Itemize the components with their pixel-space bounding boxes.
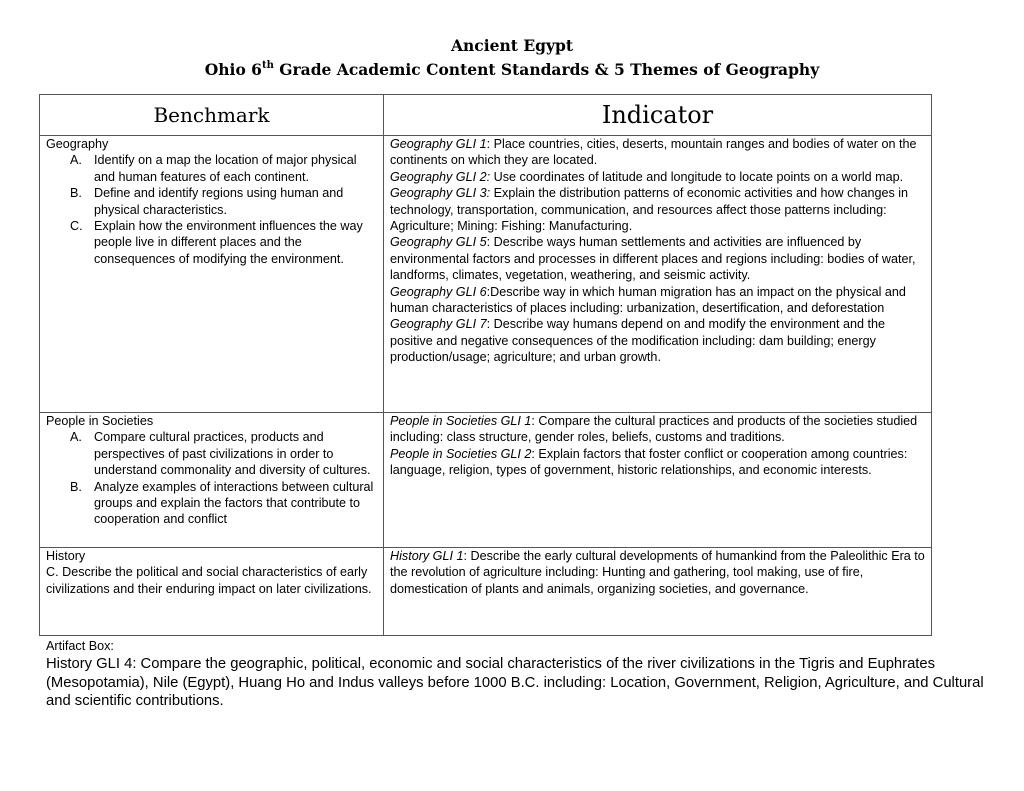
benchmark-heading: Geography: [46, 137, 109, 151]
indicator-item: Geography GLI 7: Describe way humans depend on and modify the environment and the positive and negative consequences of the modification including: dam building; energy production/usage; agriculture; and urban growth.: [390, 317, 885, 365]
benchmark-cell-people: [40, 413, 384, 548]
benchmark-heading: History: [46, 549, 86, 563]
list-item: B. Analyze examples of interactions between cultural groups and explain the factors that contribute to cooperation and conflict: [70, 479, 374, 527]
title-line-2-prefix: Ohio 6: [204, 60, 262, 79]
list-item: C. Explain how the environment influences the way people live in different places and the consequences of modifying the environment.: [70, 219, 363, 266]
benchmark-cell-history: [40, 548, 384, 636]
document-title: [0, 36, 1024, 82]
benchmark-text: C. Describe the political and social characteristics of early civilizations and their enduring impact on later civilizations.: [46, 565, 372, 596]
title-line-1: Ancient Egypt: [451, 36, 573, 55]
indicator-item: Geography GLI 2: Use coordinates of latitude and longitude to locate points on a world map.: [390, 169, 904, 184]
table-row: [40, 548, 932, 636]
indicator-item: History GLI 1: Describe the early cultural developments of humankind from the Paleolithic Era to the revolution of agriculture including: Hunting and gathering, tool making, use of fire, domestication of plants and animals, organizing societies, and governance.: [390, 549, 925, 596]
title-superscript: th: [261, 60, 274, 71]
list-item: A. Compare cultural practices, products and perspectives of past civilizations in order to understand commonality and diversity of cultures.: [70, 430, 371, 478]
standards-table: [39, 94, 932, 636]
table-row: [40, 136, 932, 413]
indicator-cell-people: [384, 413, 932, 548]
indicator-item: People in Societies GLI 1: Compare the cultural practices and products of the societies studied including: class structure, gender roles, beliefs, customs and traditions.: [390, 414, 918, 445]
benchmark-header: Benchmark: [40, 95, 384, 136]
artifact-box-text: History GLI 4: Compare the geographic, political, economic and social characteristics of the river civilizations in the Tigris and Euphrates (Mesopotamia), Nile (Egypt), Huang Ho and Indus valleys before 1000 B.C. including: Location, Government, Religion, Agriculture, and Cultural and scientific contributions.: [46, 656, 984, 710]
benchmark-list: [46, 152, 377, 267]
indicator-item: People in Societies GLI 2: Explain factors that foster conflict or cooperation among countries: language, religion, types of government, historic relationships, and economic interests.: [390, 446, 908, 478]
title-line-2-suffix: Grade Academic Content Standards & 5 Themes of Geography: [273, 60, 820, 79]
benchmark-cell-geography: [40, 136, 384, 413]
list-item: A. Identify on a map the location of major physical and human features of each continent.: [70, 153, 357, 184]
indicator-cell-history: [384, 548, 932, 636]
indicator-item: Geography GLI 6:Describe way in which human migration has an impact on the physical and human characteristics of places including: urbanization, desertification, and deforestation: [390, 284, 906, 316]
indicator-header: Indicator: [384, 95, 932, 136]
list-item: B. Define and identify regions using human and physical characteristics.: [70, 186, 344, 217]
indicator-item: Geography GLI 5: Describe ways human settlements and activities are influenced by environmental factors and processes in different places and regions including: bodies of water, landforms, climates, vegetation, weathering, and seismic activity.: [390, 235, 916, 283]
artifact-box-label: Artifact Box:: [46, 639, 114, 653]
indicator-item: Geography GLI 3: Explain the distribution patterns of economic activities and how changes in technology, transportation, communication, and resources affect those patterns including: Agriculture; Mining: Fishing: Manufacturing.: [390, 186, 909, 234]
benchmark-heading: People in Societies: [46, 414, 154, 428]
title-line-2: [0, 58, 1024, 82]
artifact-box: [46, 638, 986, 711]
benchmark-list: [46, 429, 377, 527]
indicator-cell-geography: [384, 136, 932, 413]
indicator-item: Geography GLI 1: Place countries, cities, deserts, mountain ranges and bodies of water on the continents on which they are located.: [390, 137, 917, 168]
header-row: [40, 95, 932, 136]
table-row: [40, 413, 932, 548]
